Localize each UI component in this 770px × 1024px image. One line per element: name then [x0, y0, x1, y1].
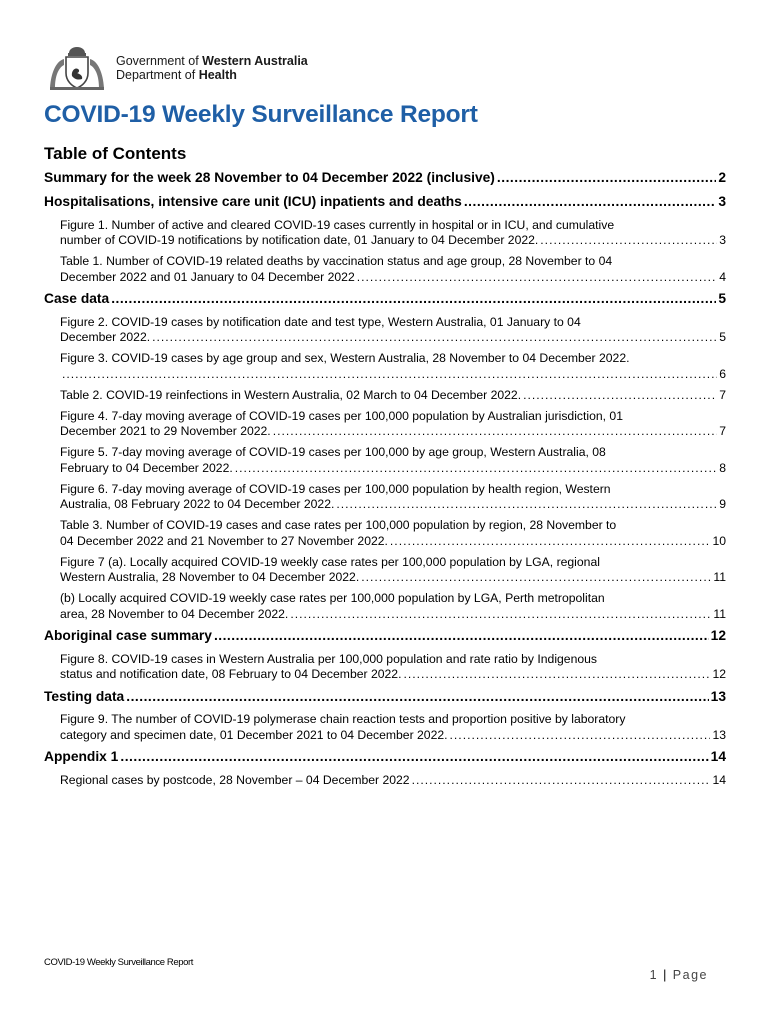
- toc-entry-line: [60, 570, 726, 586]
- toc-entry-line: [60, 482, 726, 498]
- toc-subentry[interactable]: [44, 388, 726, 406]
- page-title: COVID-19 Weekly Surveillance Report: [44, 101, 478, 128]
- toc-entry-text: Summary for the week 28 November to 04 December 2022 (inclusive): [44, 170, 495, 185]
- department-line: Department of Health: [116, 68, 237, 82]
- toc-entry-text: Regional cases by postcode, 28 November – 04 December 2022: [60, 772, 410, 787]
- toc-subentry[interactable]: [44, 773, 726, 791]
- toc-entry-line: [60, 424, 726, 440]
- toc-entry-text: Figure 9. The number of COVID-19 polymerase chain reaction tests and proportion positive by laboratory: [60, 712, 626, 726]
- toc-entry-line: [60, 773, 726, 789]
- toc-entry-text: Hospitalisations, intensive care unit (ICU) inpatients and deaths: [44, 194, 462, 209]
- toc-entry-line: [60, 315, 726, 331]
- toc-leader-dots: [403, 667, 710, 683]
- toc-section-entry[interactable]: [44, 169, 726, 190]
- toc-subentry[interactable]: [44, 518, 726, 551]
- toc-section-entry[interactable]: [44, 290, 726, 311]
- toc-subentry[interactable]: [44, 555, 726, 588]
- toc-page-number: 2: [718, 170, 726, 185]
- toc-page-number: 5: [719, 330, 726, 344]
- header-organisation-text: [116, 54, 308, 82]
- toc-leader-dots: [62, 367, 717, 383]
- toc-section-entry[interactable]: [44, 748, 726, 769]
- toc-leader-dots: [152, 330, 717, 346]
- toc-entry-text: Figure 7 (a). Locally acquired COVID-19 weekly case rates per 100,000 population by LGA, regional: [60, 554, 600, 569]
- toc-entry-text: status and notification date, 08 February to 04 December 2022.: [60, 667, 402, 681]
- toc-entry-text: area, 28 November to 04 December 2022.: [60, 606, 289, 621]
- toc-leader-dots: [235, 461, 717, 477]
- toc-page-number: 13: [712, 727, 726, 742]
- toc-entry-line: [60, 555, 726, 571]
- toc-entry-text: December 2022 and 01 January to 04 December 2022: [60, 269, 355, 284]
- toc-entry-text: Figure 6. 7-day moving average of COVID-19 cases per 100,000 population by health region, Western: [60, 481, 611, 496]
- toc-page-number: 6: [719, 366, 726, 381]
- toc-page-number: 11: [713, 570, 726, 584]
- toc-entry-text: (b) Locally acquired COVID-19 weekly case rates per 100,000 population by LGA, Perth metropolitan: [60, 591, 605, 605]
- toc-entry-text: Aboriginal case summary: [44, 628, 212, 643]
- toc-page-number: 11: [713, 606, 726, 621]
- toc-page-number: 12: [712, 667, 726, 681]
- toc-entry-line: [60, 409, 726, 425]
- toc-subentry[interactable]: [44, 591, 726, 624]
- toc-entry-text: Figure 4. 7-day moving average of COVID-19 cases per 100,000 population by Australian jurisdiction, 01: [60, 408, 623, 423]
- toc-entry-line: [44, 290, 726, 308]
- toc-entry-text: Figure 5. 7-day moving average of COVID-19 cases per 100,000 by age group, Western Australia, 08: [60, 445, 606, 459]
- toc-entry-text: Table 2. COVID-19 reinfections in Western Australia, 02 March to 04 December 2022.: [60, 387, 522, 402]
- toc-subentry[interactable]: [44, 482, 726, 515]
- toc-entry-line: [60, 534, 726, 550]
- toc-page-number: 3: [718, 194, 726, 209]
- toc-entry-line: [60, 667, 726, 683]
- toc-entry-line: [60, 270, 726, 286]
- toc-subentry[interactable]: [44, 409, 726, 442]
- toc-entry-text: February to 04 December 2022.: [60, 460, 233, 475]
- toc-leader-dots: [273, 424, 718, 440]
- toc-entry-line: [44, 169, 726, 187]
- toc-leader-dots: [390, 534, 711, 550]
- toc-entry-line: [44, 688, 726, 706]
- toc-entry-line: [44, 627, 726, 645]
- toc-section-entry[interactable]: [44, 193, 726, 214]
- toc-entry-line: [60, 607, 726, 623]
- toc-leader-dots: [497, 169, 716, 187]
- toc-entry-line: [44, 193, 726, 211]
- toc-leader-dots: [126, 688, 708, 706]
- toc-entry-text: Appendix 1: [44, 749, 119, 764]
- toc-entry-line: [60, 591, 726, 607]
- toc-entry-text: Figure 2. COVID-19 cases by notification date and test type, Western Australia, 01 January to 04: [60, 314, 581, 329]
- toc-entry-text: 04 December 2022 and 21 November to 27 November 2022.: [60, 533, 388, 548]
- toc-heading: Table of Contents: [44, 144, 187, 163]
- toc-entry-line: [60, 461, 726, 477]
- toc-page-number: 7: [719, 424, 726, 438]
- toc-entry-line: [60, 518, 726, 534]
- toc-entry-text: Testing data: [44, 688, 125, 704]
- toc-subentry[interactable]: [44, 254, 726, 287]
- page-number-footer: [650, 968, 708, 982]
- toc-entry-text: Case data: [44, 291, 110, 306]
- toc-leader-dots: [290, 607, 711, 623]
- toc-subentry[interactable]: [44, 315, 726, 348]
- toc-entry-text: December 2021 to 29 November 2022.: [60, 424, 271, 438]
- toc-subentry[interactable]: [44, 218, 726, 251]
- government-line: Government of Western Australia: [116, 54, 308, 68]
- toc-page-number: 14: [710, 749, 726, 764]
- toc-page-number: 12: [710, 628, 726, 643]
- toc-entry-text: Australia, 08 February 2022 to 04 December 2022.: [60, 497, 335, 511]
- toc-leader-dots: [412, 773, 711, 789]
- table-of-contents: [44, 166, 726, 790]
- toc-entry-line: [60, 330, 726, 346]
- toc-page-number: 8: [719, 460, 726, 475]
- toc-page-number: 3: [719, 233, 726, 247]
- toc-entry-text: number of COVID-19 notifications by notification date, 01 January to 04 December 2022.: [60, 233, 539, 247]
- footer-report-name: COVID-19 Weekly Surveillance Report: [44, 957, 193, 968]
- toc-leader-dots: [523, 388, 717, 404]
- toc-page-number: 10: [712, 533, 726, 548]
- page-separator: |: [663, 968, 668, 982]
- toc-entry-text: category and specimen date, 01 December 2021 to 04 December 2022.: [60, 727, 448, 742]
- toc-leader-dots: [540, 233, 717, 249]
- toc-subentry[interactable]: [44, 652, 726, 685]
- toc-page-number: 7: [719, 387, 726, 402]
- document-header: [44, 42, 308, 94]
- page-number: 1: [649, 968, 659, 982]
- toc-leader-dots: [336, 497, 717, 513]
- toc-entry-text: Figure 3. COVID-19 cases by age group and sex, Western Australia, 28 November to 04 December 2022.: [60, 351, 630, 365]
- toc-entry-line: [60, 254, 726, 270]
- toc-entry-line: [60, 351, 726, 367]
- toc-entry-line: [60, 497, 726, 513]
- toc-entry-text: Western Australia, 28 November to 04 December 2022.: [60, 570, 360, 584]
- toc-leader-dots: [120, 748, 708, 766]
- toc-entry-line: [60, 652, 726, 668]
- toc-section-entry[interactable]: [44, 627, 726, 648]
- toc-leader-dots: [357, 270, 717, 286]
- toc-subentry[interactable]: [44, 712, 726, 745]
- toc-section-entry[interactable]: [44, 688, 726, 709]
- toc-subentry[interactable]: [44, 445, 726, 478]
- toc-page-number: 5: [718, 291, 726, 306]
- toc-page-number: 14: [712, 772, 726, 787]
- toc-leader-dots: [450, 728, 711, 744]
- toc-entry-line: [60, 388, 726, 404]
- toc-entry-line: [44, 748, 726, 766]
- toc-entry-text: Table 1. Number of COVID-19 related deaths by vaccination status and age group, 28 November to 04: [60, 254, 613, 268]
- toc-entry-text: Figure 8. COVID-19 cases in Western Australia per 100,000 population and rate ratio by Indigenous: [60, 651, 598, 666]
- toc-entry-text: December 2022.: [60, 330, 151, 344]
- toc-leader-dots: [214, 627, 709, 645]
- toc-page-number: 9: [719, 497, 726, 511]
- toc-leader-dots: [111, 290, 716, 308]
- toc-entry-line: [60, 218, 726, 234]
- toc-entry-text: Figure 1. Number of active and cleared COVID-19 cases currently in hospital or in ICU, and cumulative: [60, 217, 615, 232]
- page-word: Page: [672, 968, 708, 982]
- toc-leader-dots: [464, 193, 716, 211]
- toc-entry-line: [60, 367, 726, 383]
- toc-entry-text: Table 3. Number of COVID-19 cases and case rates per 100,000 population by region, 28 November to: [60, 518, 617, 532]
- toc-page-number: 4: [719, 269, 726, 284]
- toc-entry-line: [60, 233, 726, 249]
- toc-entry-line: [60, 728, 726, 744]
- toc-leader-dots: [361, 570, 711, 586]
- wa-government-crest-icon: [44, 43, 110, 93]
- toc-subentry[interactable]: [44, 351, 726, 384]
- toc-page-number: 13: [710, 688, 726, 704]
- toc-entry-line: [60, 712, 726, 728]
- toc-entry-line: [60, 445, 726, 461]
